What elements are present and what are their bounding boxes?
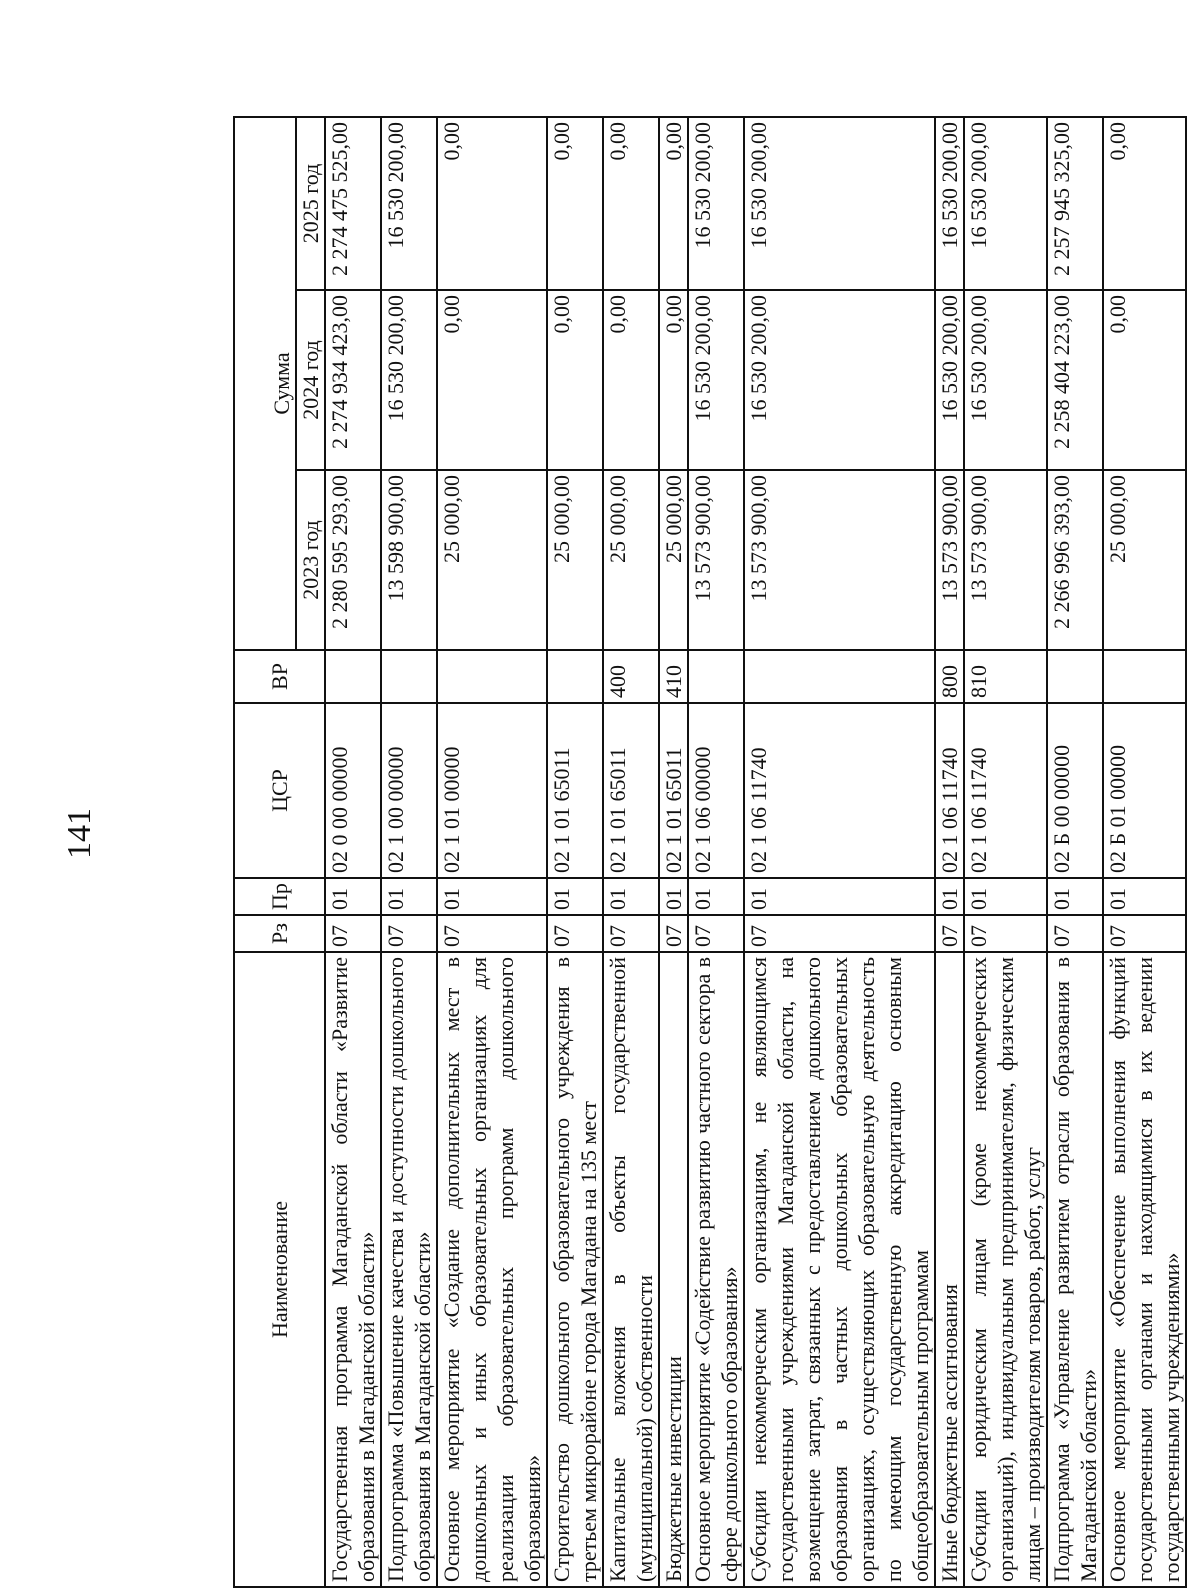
cell-2025: 16 530 200,00 xyxy=(744,117,935,290)
cell-name: Основное мероприятие «Создание дополнительных мест в дошкольных и иных образовательных организациях для реализации образовательных программ дошкольного образования» xyxy=(437,952,547,1587)
cell-vr: 400 xyxy=(603,650,659,703)
cell-2023: 25 000,00 xyxy=(603,470,659,650)
table-row xyxy=(744,117,935,1587)
table-row xyxy=(603,117,659,1587)
cell-2024: 16 530 200,00 xyxy=(688,290,744,470)
header-csr: ЦСР xyxy=(234,703,325,878)
cell-2023: 25 000,00 xyxy=(659,470,688,650)
cell-csr: 02 1 01 65011 xyxy=(603,703,659,878)
cell-csr: 02 1 01 65011 xyxy=(659,703,688,878)
cell-name: Субсидии некоммерческим организациям, не являющимся государственными учреждениями Магаданской области, на возмещение затрат, связанных с предоставлением дошкольного образования в частных дошкольных образовательных организациях, осуществляющих образовательную деятельность по имеющим государственную аккредитацию основным общеобразовательным программам xyxy=(744,952,935,1587)
cell-2025: 0,00 xyxy=(547,117,603,290)
cell-csr: 02 1 06 00000 xyxy=(688,703,744,878)
cell-vr xyxy=(744,650,935,703)
cell-rz: 07 xyxy=(659,915,688,952)
cell-vr: 800 xyxy=(935,650,964,703)
table-row xyxy=(325,117,381,1587)
cell-2024: 0,00 xyxy=(603,290,659,470)
cell-name: Строительство дошкольного образовательного учреждения в третьем микрорайоне города Магадана на 135 мест xyxy=(547,952,603,1587)
table-header xyxy=(234,117,325,1587)
cell-rz: 07 xyxy=(935,915,964,952)
cell-pr: 01 xyxy=(1103,878,1186,915)
cell-2025: 0,00 xyxy=(603,117,659,290)
cell-pr: 01 xyxy=(325,878,381,915)
cell-2025: 2 257 945 325,00 xyxy=(1047,117,1103,290)
cell-pr: 01 xyxy=(381,878,437,915)
cell-csr: 02 1 06 11740 xyxy=(935,703,964,878)
cell-pr: 01 xyxy=(547,878,603,915)
cell-2023: 2 266 996 393,00 xyxy=(1047,470,1103,650)
table-row xyxy=(964,117,1047,1587)
cell-csr: 02 0 00 00000 xyxy=(325,703,381,878)
cell-2023: 25 000,00 xyxy=(547,470,603,650)
table-row xyxy=(381,117,437,1587)
cell-vr xyxy=(437,650,547,703)
cell-pr: 01 xyxy=(1047,878,1103,915)
cell-2024: 0,00 xyxy=(659,290,688,470)
cell-vr: 410 xyxy=(659,650,688,703)
table-row xyxy=(659,117,688,1587)
cell-pr: 01 xyxy=(688,878,744,915)
table-row xyxy=(1047,117,1103,1587)
cell-rz: 07 xyxy=(688,915,744,952)
header-2025: 2025 год xyxy=(296,117,325,290)
cell-name: Подпрограмма «Управление развитием отрасли образования в Магаданской области» xyxy=(1047,952,1103,1587)
header-2024: 2024 год xyxy=(296,290,325,470)
cell-2023: 2 280 595 293,00 xyxy=(325,470,381,650)
cell-csr: 02 Б 00 00000 xyxy=(1047,703,1103,878)
cell-2023: 13 573 900,00 xyxy=(744,470,935,650)
cell-2025: 0,00 xyxy=(437,117,547,290)
rotated-table-container xyxy=(233,118,1184,1588)
cell-vr xyxy=(547,650,603,703)
cell-pr: 01 xyxy=(659,878,688,915)
table-row xyxy=(935,117,964,1587)
cell-2025: 16 530 200,00 xyxy=(964,117,1047,290)
cell-2025: 16 530 200,00 xyxy=(381,117,437,290)
cell-rz: 07 xyxy=(437,915,547,952)
table-row xyxy=(688,117,744,1587)
cell-2024: 16 530 200,00 xyxy=(964,290,1047,470)
cell-2025: 16 530 200,00 xyxy=(935,117,964,290)
cell-2024: 2 258 404 223,00 xyxy=(1047,290,1103,470)
cell-2023: 25 000,00 xyxy=(1103,470,1186,650)
cell-pr: 01 xyxy=(437,878,547,915)
cell-2023: 13 598 900,00 xyxy=(381,470,437,650)
cell-name: Государственная программа Магаданской области «Развитие образования в Магаданской области» xyxy=(325,952,381,1587)
cell-2023: 13 573 900,00 xyxy=(964,470,1047,650)
cell-pr: 01 xyxy=(964,878,1047,915)
cell-csr: 02 1 00 00000 xyxy=(381,703,437,878)
cell-2023: 13 573 900,00 xyxy=(935,470,964,650)
cell-rz: 07 xyxy=(744,915,935,952)
cell-2025: 2 274 475 525,00 xyxy=(325,117,381,290)
cell-rz: 07 xyxy=(603,915,659,952)
cell-vr xyxy=(381,650,437,703)
cell-2025: 16 530 200,00 xyxy=(688,117,744,290)
cell-rz: 07 xyxy=(1047,915,1103,952)
cell-2023: 25 000,00 xyxy=(437,470,547,650)
cell-name: Субсидии юридическим лицам (кроме некоммерческих организаций), индивидуальным предпринимателям, физическим лицам – производителям товаров, работ, услуг xyxy=(964,952,1047,1587)
cell-name: Капитальные вложения в объекты государственной (муниципальной) собственности xyxy=(603,952,659,1587)
cell-2024: 0,00 xyxy=(547,290,603,470)
budget-table xyxy=(233,116,1187,1588)
cell-name: Основное мероприятие «Содействие развитию частного сектора в сфере дошкольного образования» xyxy=(688,952,744,1587)
cell-2024: 0,00 xyxy=(1103,290,1186,470)
header-sum: Сумма xyxy=(234,117,296,650)
cell-name: Бюджетные инвестиции xyxy=(659,952,688,1587)
cell-name: Иные бюджетные ассигнования xyxy=(935,952,964,1587)
page-number: 141 xyxy=(61,808,98,859)
cell-name: Основное мероприятие «Обеспечение выполнения функций государственными органами и находящимися в их ведении государственными учреждениями» xyxy=(1103,952,1186,1587)
cell-2024: 16 530 200,00 xyxy=(744,290,935,470)
cell-pr: 01 xyxy=(603,878,659,915)
cell-csr: 02 1 01 65011 xyxy=(547,703,603,878)
header-2023: 2023 год xyxy=(296,470,325,650)
header-vr: ВР xyxy=(234,650,325,703)
cell-csr: 02 1 06 11740 xyxy=(964,703,1047,878)
cell-2025: 0,00 xyxy=(659,117,688,290)
cell-2023: 13 573 900,00 xyxy=(688,470,744,650)
cell-rz: 07 xyxy=(547,915,603,952)
cell-vr xyxy=(325,650,381,703)
cell-csr: 02 Б 01 00000 xyxy=(1103,703,1186,878)
header-name: Наименование xyxy=(234,952,325,1587)
cell-2024: 16 530 200,00 xyxy=(381,290,437,470)
cell-pr: 01 xyxy=(744,878,935,915)
header-pr: Пр xyxy=(234,878,325,915)
table-row xyxy=(1103,117,1186,1587)
cell-csr: 02 1 06 11740 xyxy=(744,703,935,878)
cell-2024: 2 274 934 423,00 xyxy=(325,290,381,470)
cell-pr: 01 xyxy=(935,878,964,915)
table-row xyxy=(437,117,547,1587)
cell-vr xyxy=(688,650,744,703)
cell-rz: 07 xyxy=(325,915,381,952)
cell-rz: 07 xyxy=(381,915,437,952)
cell-name: Подпрограмма «Повышение качества и доступности дошкольного образования в Магаданской области» xyxy=(381,952,437,1587)
table-row xyxy=(547,117,603,1587)
table-body xyxy=(325,117,1186,1587)
header-rz: Рз xyxy=(234,915,325,952)
cell-2025: 0,00 xyxy=(1103,117,1186,290)
cell-csr: 02 1 01 00000 xyxy=(437,703,547,878)
cell-2024: 0,00 xyxy=(437,290,547,470)
cell-2024: 16 530 200,00 xyxy=(935,290,964,470)
cell-rz: 07 xyxy=(964,915,1047,952)
cell-vr: 810 xyxy=(964,650,1047,703)
cell-rz: 07 xyxy=(1103,915,1186,952)
cell-vr xyxy=(1047,650,1103,703)
cell-vr xyxy=(1103,650,1186,703)
